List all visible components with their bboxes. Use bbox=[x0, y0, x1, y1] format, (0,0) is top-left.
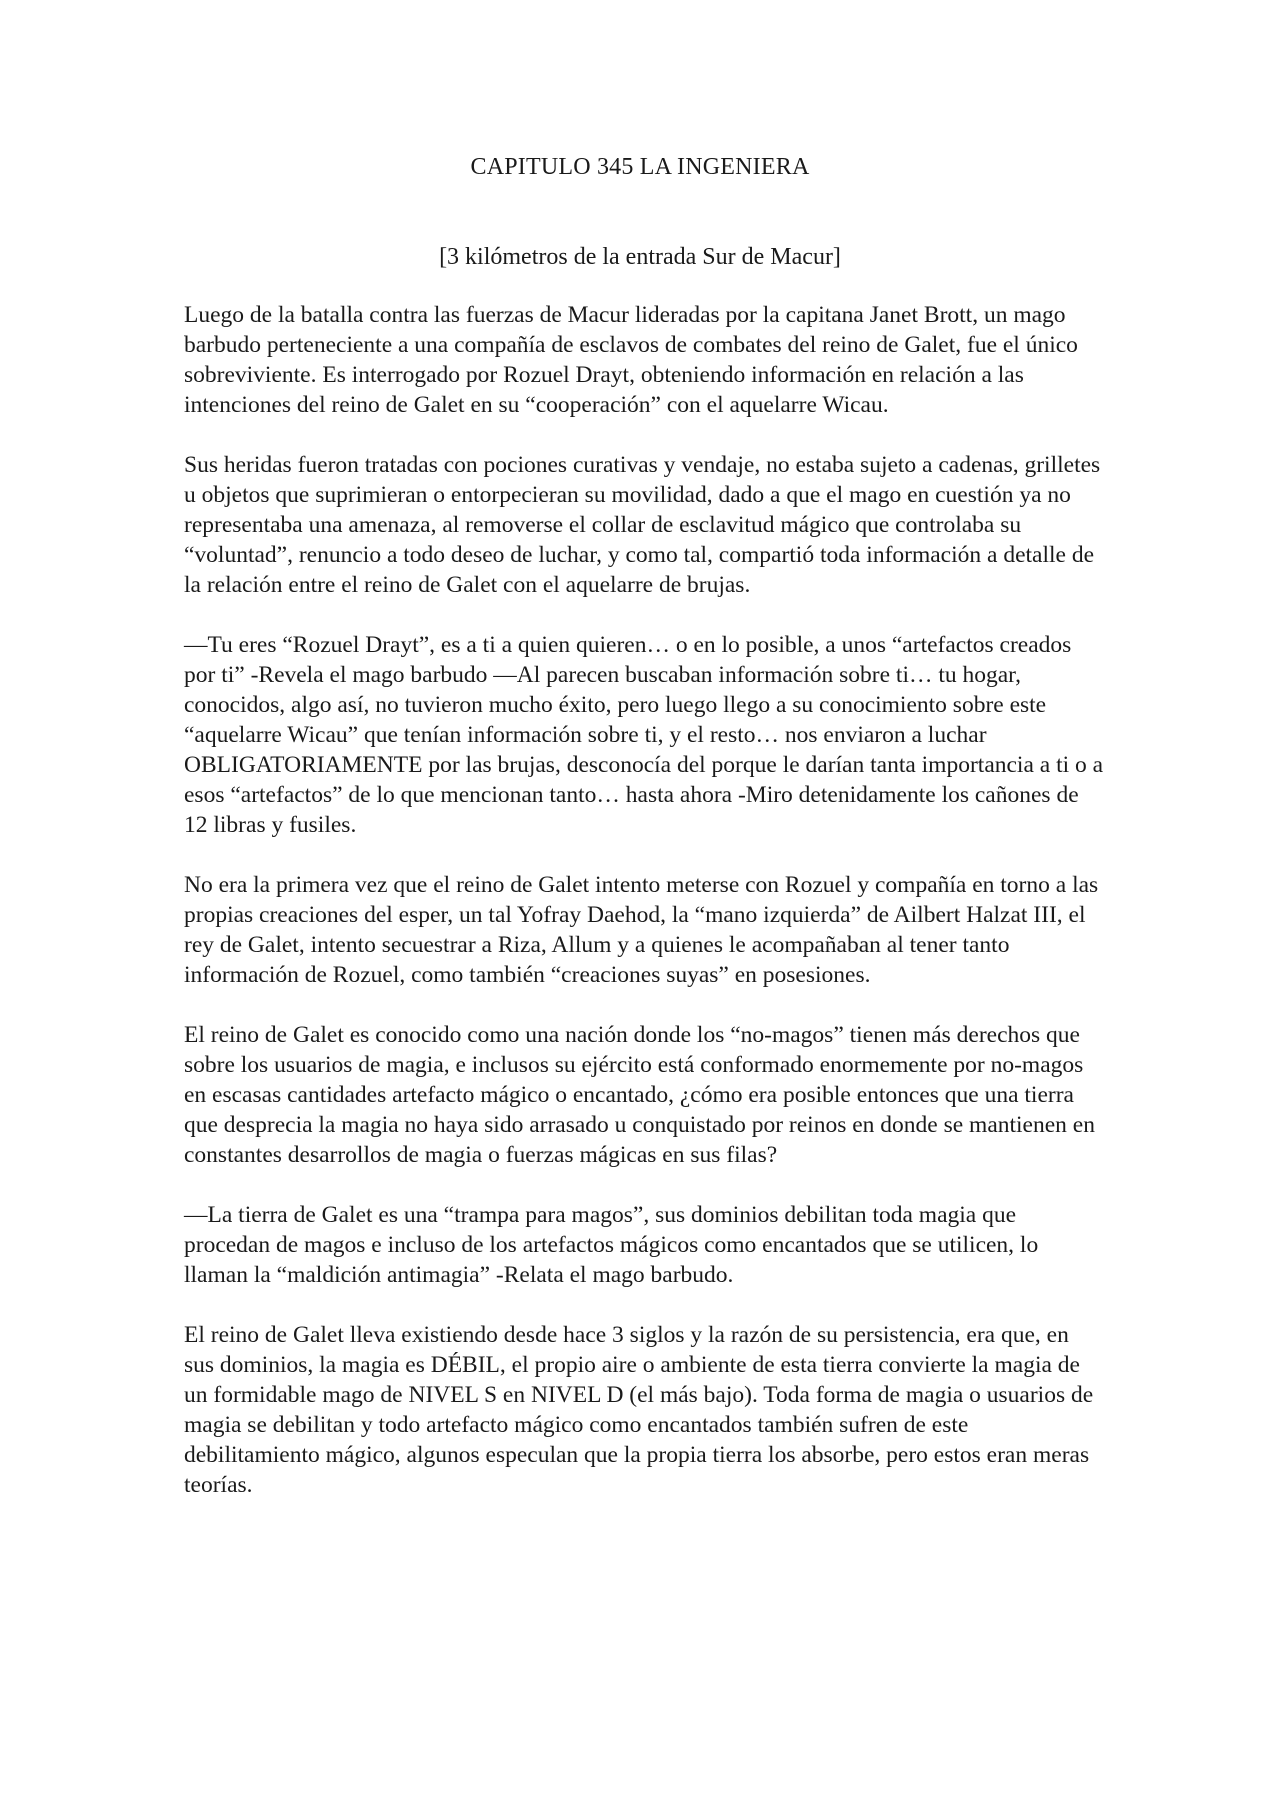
paragraph-4: No era la primera vez que el reino de Galet intento meterse con Rozuel y compañía en torno a las propias creaciones del esper, un tal Yofray Daehod, la “mano izquierda” de Ailbert Halzat III, el rey de Galet, intento secuestrar a Riza, Allum y a quienes le acompañaban al tener tanto información de Rozuel, como también “creaciones suyas” en posesiones. bbox=[184, 872, 1099, 988]
paragraph-5: El reino de Galet es conocido como una nación donde los “no-magos” tienen más derechos que sobre los usuarios de magia, e inclusos su ejército está conformado enormemente por no-magos en escasas cantidades artefacto mágico o encantado, ¿cómo era posible entonces que una tierra que desprecia la magia no haya sido arrasado u conquistado por reinos en donde se mantienen en constantes desarrollos de magia o fuerzas mágicas en sus filas? bbox=[184, 1022, 1095, 1168]
paragraph-2: Sus heridas fueron tratadas con pociones curativas y vendaje, no estaba sujeto a cadenas, grilletes u objetos que suprimieran o entorpecieran su movilidad, dado a que el mago en cuestión ya no representaba una amenaza, al removerse el collar de esclavitud mágico que controlaba su “voluntad”, renuncio a todo deseo de luchar, y como tal, compartió toda información a detalle de la relación entre el reino de Galet con el aquelarre de brujas. bbox=[184, 452, 1101, 598]
paragraph-1: Luego de la batalla contra las fuerzas de Macur lideradas por la capitana Janet Brott, un mago barbudo perteneciente a una compañía de esclavos de combates del reino de Galet, fue el único sobreviviente. Es interrogado por Rozuel Drayt, obteniendo información en relación a las intenciones del reino de Galet en su “cooperación” con el aquelarre Wicau. bbox=[184, 302, 1078, 418]
paragraph-6: —La tierra de Galet es una “trampa para magos”, sus dominios debilitan toda magia que procedan de magos e incluso de los artefactos mágicos como encantados que se utilicen, lo llaman la “maldición antimagia” -Relata el mago barbudo. bbox=[184, 1202, 1039, 1288]
paragraph-7: El reino de Galet lleva existiendo desde hace 3 siglos y la razón de su persistencia, era que, en sus dominios, la magia es DÉBIL, el propio aire o ambiente de esta tierra convierte la magia de un formidable mago de NIVEL S en NIVEL D (el más bajo). Toda forma de magia o usuarios de magia se debilitan y todo artefacto mágico como encantados también sufren de este debilitamiento mágico, algunos especulan que la propia tierra los absorbe, pero estos eran meras teorías. bbox=[184, 1322, 1094, 1498]
location-subtitle: [3 kilómetros de la entrada Sur de Macur] bbox=[439, 244, 841, 270]
document-body bbox=[184, 300, 1104, 1530]
paragraph-3: —Tu eres “Rozuel Drayt”, es a ti a quien quieren… o en lo posible, a unos “artefactos creados por ti” -Revela el mago barbudo —Al parecen buscaban información sobre ti… tu hogar, conocidos, algo así, no tuvieron mucho éxito, pero luego llego a su conocimiento sobre este “aquelarre Wicau” que tenían información sobre ti, y el resto… nos enviaron a luchar OBLIGATORIAMENTE por las brujas, desconocía del porque le darían tanta importancia a ti o a esos “artefactos” de lo que mencionan tanto… hasta ahora -Miro detenidamente los cañones de 12 libras y fusiles. bbox=[184, 632, 1104, 838]
chapter-title: CAPITULO 345 LA INGENIERA bbox=[470, 154, 810, 180]
